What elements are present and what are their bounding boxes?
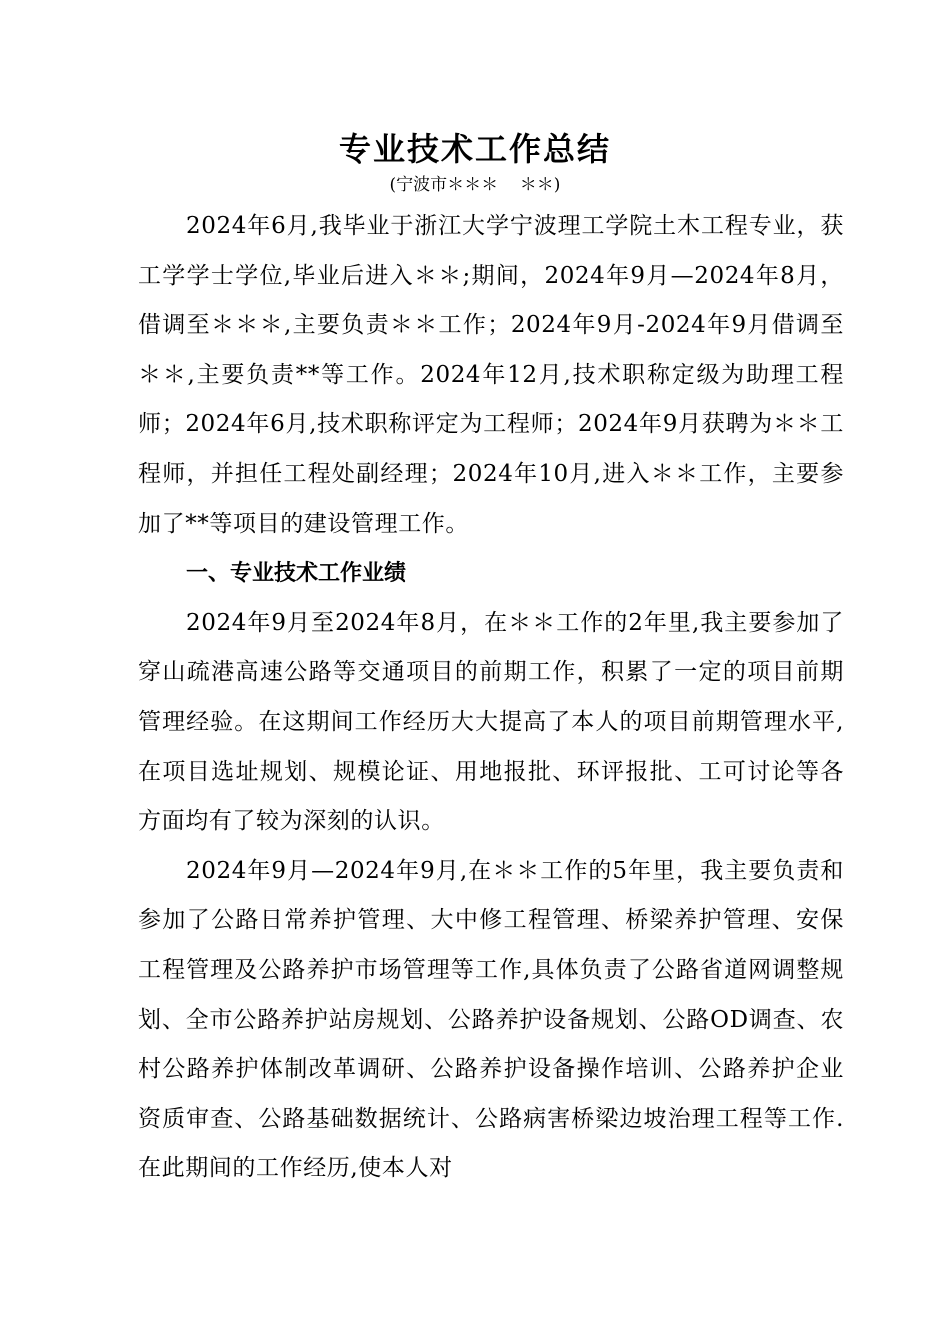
document-body bbox=[138, 202, 844, 1194]
section-heading: 一、专业技术工作业绩 bbox=[186, 561, 407, 587]
paragraph-intro: 2024年6月,我毕业于浙江大学宁波理工学院土木工程专业，获工学学士学位,毕业后进入＊＊;期间，2024年9月—2024年8月，借调至＊＊＊,主要负责＊＊工作；2024年9月-2024年9月借调至＊＊,主要负责**等工作。2024年12月,技术职称定级为助理工程师；2024年6月,技术职称评定为工程师；2024年9月获聘为＊＊工程师，并担任工程处副经理；2024年10月,进入＊＊工作，主要参加了**等项目的建设管理工作。 bbox=[138, 213, 844, 537]
document-title: 专业技术工作总结 bbox=[338, 130, 611, 168]
paragraph-maintenance-work: 2024年9月—2024年9月,在＊＊工作的5年里，我主要负责和参加了公路日常养护管理、大中修工程管理、桥梁养护管理、安保工程管理及公路养护市场管理等工作,具体负责了公路省道网调整规划、全市公路养护站房规划、公路养护设备规划、公路OD调查、农村公路养护体制改革调研、公路养护设备操作培训、公路养护企业资质审查、公路基础数据统计、公路病害桥梁边坡治理工程等工作.在此期间的工作经历,使本人对 bbox=[138, 857, 844, 1182]
paragraph-early-work: 2024年9月至2024年8月，在＊＊工作的2年里,我主要参加了穿山疏港高速公路等交通项目的前期工作，积累了一定的项目前期管理经验。在这期间工作经历大大提高了本人的项目前期管理水平,在项目选址规划、规模论证、用地报批、环评报批、工可讨论等各方面均有了较为深刻的认识。 bbox=[138, 609, 844, 835]
document-subtitle: (宁波市＊＊＊ ＊＊) bbox=[389, 175, 561, 195]
